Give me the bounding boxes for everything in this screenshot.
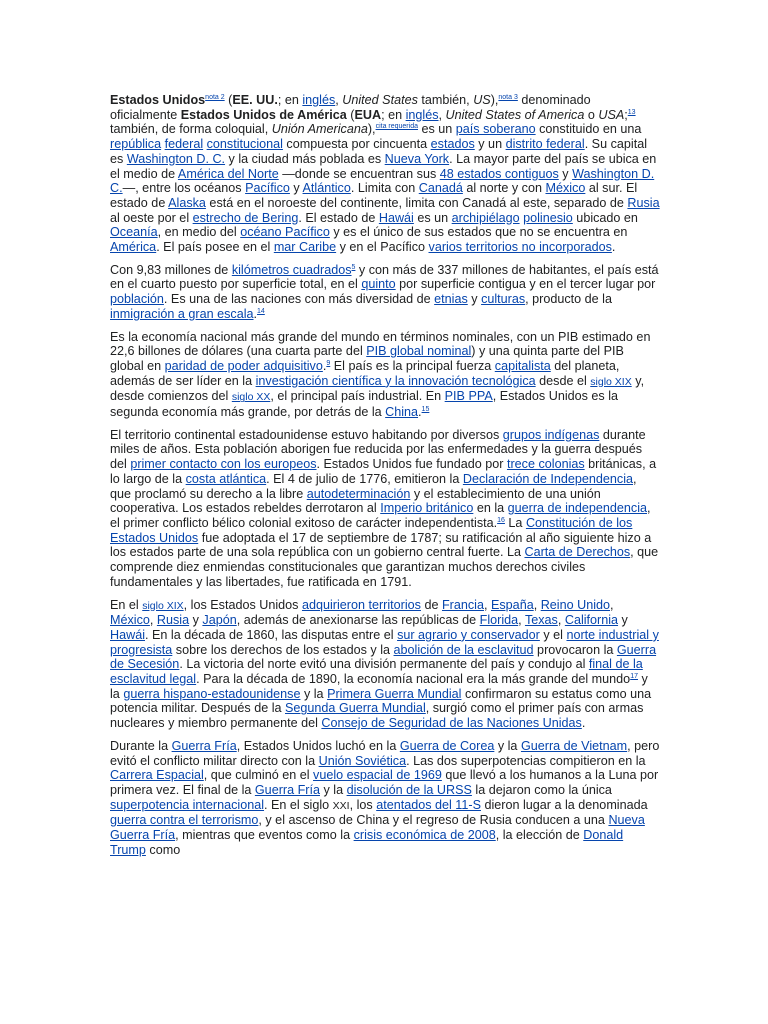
- body-text: . El 4 de julio de 1776, emitieron la: [266, 471, 463, 486]
- wiki-link-donald-trump[interactable]: Donald Trump: [110, 828, 624, 857]
- body-text: . La mayor parte del país se ubica en el medio de: [110, 151, 657, 181]
- wiki-link-48-estados-contiguos[interactable]: 48 estados contiguos: [439, 166, 559, 181]
- body-text: y, desde comienzos del: [110, 373, 645, 404]
- body-text: dieron lugar a la denominada: [480, 797, 648, 812]
- body-text: ,: [533, 597, 541, 612]
- wiki-link-estados[interactable]: estados: [430, 137, 475, 152]
- wiki-link-francia[interactable]: Francia: [441, 597, 484, 612]
- wiki-link-guerra-fria[interactable]: Guerra Fría: [254, 782, 320, 797]
- body-text: desde el: [535, 373, 591, 388]
- body-text: fue adoptada el 17 de septiembre de 1787; su ratificación al año siguiente hizo a los estados parte de una sola república con un gobierno central fuerte. La: [110, 530, 652, 560]
- body-text: ubicado en: [572, 210, 638, 225]
- body-text: es un: [417, 122, 456, 137]
- body-text: ),: [490, 93, 499, 107]
- body-text: y: [558, 166, 573, 181]
- wiki-link-republica[interactable]: república: [110, 137, 162, 152]
- body-text: , los: [349, 797, 377, 812]
- wiki-link-polinesio[interactable]: polinesio: [523, 210, 573, 225]
- body-text: y la: [494, 738, 521, 753]
- body-text: . Para la década de 1890, la economía nacional era la más grande del mundo: [196, 672, 631, 687]
- wiki-link-pib-global-nominal[interactable]: PIB global nominal: [366, 344, 472, 359]
- wiki-link-siglo-xix[interactable]: siglo XIX: [590, 375, 632, 388]
- body-text: compuesta por cincuenta: [282, 137, 431, 152]
- body-text: Es la economía nacional más grande del mundo en términos nominales, con un PIB estimado en 22,6 billones de dólares (una cuarta parte del: [110, 329, 651, 359]
- wiki-link-guerra-de-independencia[interactable]: guerra de independencia: [507, 501, 647, 516]
- body-text: . La victoria del norte evitó una división permanente del país y condujo al: [179, 657, 589, 672]
- wiki-link-atentados-del-11-s[interactable]: atentados del 11-S: [376, 797, 481, 812]
- citation-link[interactable]: 15: [421, 406, 430, 414]
- italic-term: US: [473, 93, 491, 107]
- citation-ref[interactable]: [205, 94, 224, 101]
- body-text: ) y una quinta parte del PIB global en: [110, 344, 624, 373]
- article-paragraph: [110, 263, 660, 322]
- body-text: que llevó a los humanos a la Luna por primera vez. El final de la: [110, 768, 659, 797]
- body-text: la dejaron como la única: [471, 782, 612, 797]
- body-text: ,: [149, 613, 157, 628]
- citation-ref[interactable]: [497, 517, 505, 524]
- wiki-link-hawai[interactable]: Hawái: [378, 210, 414, 225]
- wiki-link-primer-contacto-con-los-europeos[interactable]: primer contacto con los europeos: [130, 457, 317, 472]
- article-paragraph: [110, 598, 660, 731]
- body-text: ,: [557, 613, 565, 628]
- body-text: , producto de la: [525, 292, 612, 307]
- wiki-link-abolicion-de-la-esclavitud[interactable]: abolición de la esclavitud: [393, 642, 534, 657]
- citation-ref[interactable]: [422, 406, 430, 413]
- body-text: , la elección de: [495, 828, 584, 843]
- body-text: ,: [483, 597, 491, 612]
- body-text: británicas, a lo largo de la: [110, 457, 657, 486]
- wiki-link-constitucion-de-los-estados-unidos[interactable]: Constitución de los Estados Unidos: [110, 515, 633, 545]
- body-text: y el: [539, 627, 567, 642]
- body-text: , en medio del: [157, 225, 241, 240]
- body-text: del planeta, además de ser líder en la: [110, 358, 620, 388]
- citation-link[interactable]: 14: [257, 307, 265, 315]
- wiki-link-pacifico[interactable]: Pacífico: [245, 181, 290, 196]
- body-text: de: [420, 597, 442, 612]
- wiki-link-alaska[interactable]: Alaska: [168, 195, 206, 210]
- body-text: , surgió como el primer país con armas nucleares y miembro permanente del: [110, 701, 644, 731]
- body-text: . Su capital es: [110, 137, 647, 166]
- body-text: . En la década de 1860, las disputas entre el: [145, 627, 398, 642]
- wiki-link-rusia[interactable]: Rusia: [156, 613, 190, 628]
- wiki-link-distrito-federal[interactable]: distrito federal: [505, 137, 585, 152]
- wiki-link-trece-colonias[interactable]: trece colonias: [506, 457, 585, 472]
- body-text: y la: [319, 782, 347, 797]
- wiki-link-final-de-la-esclavitud-legal[interactable]: final de la esclavitud legal: [110, 657, 643, 687]
- wiki-link-washington-d-c[interactable]: Washington D. C.: [110, 166, 655, 196]
- body-text: sobre los derechos de los estados y la: [172, 642, 394, 657]
- body-text: y en el Pacífico: [336, 240, 429, 255]
- wiki-link-constitucional[interactable]: constitucional: [206, 137, 283, 152]
- body-text: ; en: [277, 93, 303, 107]
- body-text: , Estados Unidos es la segunda economía más grande, por detrás de la: [110, 389, 619, 420]
- wiki-link-segunda-guerra-mundial[interactable]: Segunda Guerra Mundial: [285, 701, 426, 716]
- body-text: (: [224, 93, 233, 107]
- body-text: y: [289, 181, 303, 196]
- body-text: —, entre los océanos: [122, 181, 246, 196]
- body-text: , que culminó en el: [203, 768, 314, 783]
- wiki-link-carrera-espacial[interactable]: Carrera Espacial: [110, 768, 204, 783]
- wiki-link-guerra-hispano-estadounidense[interactable]: guerra hispano-estadounidense: [123, 686, 301, 701]
- wiki-link-quinto[interactable]: quinto: [361, 277, 396, 292]
- wiki-link-culturas[interactable]: culturas: [481, 292, 526, 307]
- body-text: y un: [474, 137, 506, 152]
- wiki-link-consejo-de-seguridad-de-las-naciones-unidas[interactable]: Consejo de Seguridad de las Naciones Unidas: [321, 716, 582, 731]
- body-text: . Las dos superpotencias compitieron en la: [406, 753, 646, 768]
- body-text: .: [253, 306, 258, 321]
- wiki-link-mexico[interactable]: México: [110, 613, 150, 628]
- wiki-link-reino-unido[interactable]: Reino Unido: [540, 597, 611, 612]
- wiki-link-adquirieron-territorios[interactable]: adquirieron territorios: [301, 597, 421, 612]
- wiki-link-costa-atlantica[interactable]: costa atlántica: [185, 471, 267, 486]
- wiki-link-estrecho-de-bering[interactable]: estrecho de Bering: [192, 210, 299, 225]
- body-text: El país es la principal fuerza: [330, 358, 495, 373]
- wiki-link-mar-caribe[interactable]: mar Caribe: [273, 240, 337, 255]
- body-text: ,: [518, 613, 525, 628]
- wiki-link-hawai[interactable]: Hawái: [110, 627, 145, 642]
- wiki-link-primera-guerra-mundial[interactable]: Primera Guerra Mundial: [327, 686, 462, 701]
- bold-term: EUA: [354, 107, 382, 122]
- citation-ref[interactable]: [376, 123, 418, 130]
- body-text: denominado oficialmente: [110, 93, 591, 122]
- wiki-link-kilometros-cuadrados[interactable]: kilómetros cuadrados: [231, 262, 352, 277]
- wiki-link-ingles[interactable]: inglés: [302, 93, 336, 107]
- wiki-link-pais-soberano[interactable]: país soberano: [455, 122, 536, 137]
- body-text: como: [145, 842, 181, 857]
- wiki-link-vuelo-espacial-de-1969[interactable]: vuelo espacial de 1969: [313, 768, 442, 783]
- body-text: y es el único de sus estados que no se encuentra en: [329, 225, 628, 240]
- citation-ref[interactable]: [257, 308, 265, 315]
- wiki-link-texas[interactable]: Texas: [524, 613, 558, 628]
- wiki-link-guerra-de-secesion[interactable]: Guerra de Secesión: [110, 642, 657, 672]
- body-text: y el establecimiento de una unión cooperativa. Los estados rebeldes derrotaron al: [110, 486, 601, 516]
- citation-link[interactable]: 16: [497, 516, 505, 524]
- citation-link[interactable]: 5: [351, 263, 356, 271]
- wiki-link-nueva-guerra-fria[interactable]: Nueva Guerra Fría: [110, 813, 645, 843]
- wiki-link-guerra-fria[interactable]: Guerra Fría: [171, 738, 237, 753]
- bold-term: Estados Unidos: [110, 93, 206, 107]
- body-text: ),: [367, 122, 376, 137]
- body-text: también,: [417, 93, 474, 107]
- body-text: o: [584, 107, 599, 122]
- wiki-link-superpotencia-internacional[interactable]: superpotencia internacional: [110, 797, 265, 812]
- article-paragraph: [110, 330, 660, 420]
- wiki-link-espana[interactable]: España: [490, 597, 534, 612]
- body-text: .: [418, 405, 422, 420]
- wiki-link-nueva-york[interactable]: Nueva York: [384, 151, 450, 166]
- bold-term: Estados Unidos de América: [180, 107, 347, 122]
- body-text: al norte y con: [462, 181, 546, 196]
- article-paragraph: [110, 739, 660, 858]
- body-text: . El país posee en el: [156, 240, 274, 255]
- body-text: , que comprende diez enmiendas constitucionales que garantizan muchos derechos civiles fundamentales y las libertades, fue ratificada en 1791.: [110, 545, 659, 589]
- body-text: Con 9,83 millones de: [110, 262, 232, 277]
- wiki-link-poblacion[interactable]: población: [110, 292, 164, 307]
- article-paragraph: [110, 93, 660, 255]
- wiki-link-siglo-xx[interactable]: siglo XX: [231, 391, 271, 404]
- wiki-link-washington-d-c[interactable]: Washington D. C.: [126, 151, 226, 166]
- wiki-link-canada[interactable]: Canadá: [418, 181, 463, 196]
- wiki-link-rusia[interactable]: Rusia: [627, 195, 660, 210]
- wiki-link-capitalista[interactable]: capitalista: [494, 358, 551, 373]
- body-text: también, de forma coloquial,: [110, 122, 272, 137]
- italic-term: USA: [598, 107, 625, 122]
- body-text: . Estados Unidos fue fundado por: [316, 457, 507, 472]
- body-text: y con más de 337 millones de habitantes, el país está en el cuarto puesto por superficie total, en el: [110, 262, 659, 292]
- body-text: , los Estados Unidos: [183, 597, 302, 612]
- citation-link[interactable]: 9: [326, 359, 331, 367]
- body-text: ,: [610, 597, 614, 612]
- wiki-link-federal[interactable]: federal: [164, 137, 204, 152]
- body-text: XXI: [332, 799, 350, 812]
- wiki-link-japon[interactable]: Japón: [202, 613, 237, 628]
- citation-link[interactable]: nota 3: [498, 94, 518, 101]
- wiki-link-inmigracion-a-gran-escala[interactable]: inmigración a gran escala: [110, 306, 254, 321]
- body-text: y la: [300, 686, 328, 701]
- wiki-link-norte-industrial-y-progresista[interactable]: norte industrial y progresista: [110, 627, 659, 657]
- body-text: y: [618, 613, 628, 628]
- citation-link[interactable]: cita requerida: [375, 123, 418, 131]
- body-text: . Es una de las naciones con más diversidad de: [163, 292, 435, 307]
- body-text: durante miles de años. Esta población aborigen fue reducida por las enfermedades y la guerra después del: [110, 427, 646, 472]
- wiki-link-declaracion-de-independencia[interactable]: Declaración de Independencia: [462, 471, 634, 486]
- bold-term: EE. UU.: [232, 93, 278, 107]
- wiki-link-mexico[interactable]: México: [545, 181, 586, 196]
- wiki-link-florida[interactable]: Florida: [479, 613, 519, 628]
- body-text: provocaron la: [533, 642, 617, 657]
- wiki-link-america-del-norte[interactable]: América del Norte: [177, 166, 279, 181]
- body-text: al sur. El estado de: [110, 181, 638, 210]
- italic-term: United States of America: [445, 107, 585, 122]
- body-text: al oeste por el: [110, 210, 193, 225]
- body-text: . El estado de: [298, 210, 379, 225]
- body-text: . En el siglo: [264, 797, 333, 812]
- body-text: y: [189, 613, 203, 628]
- citation-ref[interactable]: [628, 109, 636, 116]
- body-text: , Estados Unidos luchó en la: [236, 738, 400, 753]
- body-text: es un: [413, 210, 452, 225]
- wiki-link-guerra-de-corea[interactable]: Guerra de Corea: [399, 738, 495, 753]
- body-text: , que proclamó su derecho a la libre: [110, 471, 637, 501]
- body-text: (: [346, 107, 355, 122]
- wiki-link-etnias[interactable]: etnias: [434, 292, 468, 307]
- body-text: , pero evitó el conflicto militar directo con la: [110, 738, 660, 768]
- article-paragraph: [110, 428, 660, 590]
- body-text: .: [322, 358, 327, 373]
- body-text: . Limita con: [350, 181, 419, 196]
- body-text: y la ciudad más poblada es: [225, 151, 385, 166]
- body-text: está en el noroeste del continente, limita con Canadá al este, separado de: [205, 195, 628, 210]
- wiki-link-investigacion-cientifica-y-la-innovacion-tecnologica[interactable]: investigación científica y la innovación tecnológica: [255, 373, 536, 388]
- body-text: .: [581, 716, 586, 731]
- body-text: y: [467, 292, 482, 307]
- wiki-link-ingles[interactable]: inglés: [405, 107, 439, 122]
- wiki-link-carta-de-derechos[interactable]: Carta de Derechos: [524, 545, 631, 560]
- citation-link[interactable]: 17: [630, 673, 638, 681]
- wiki-link-crisis-economica-de-2008[interactable]: crisis económica de 2008: [353, 828, 496, 843]
- body-text: ,: [335, 93, 343, 107]
- body-text: , además de anexionarse las repúblicas de: [236, 613, 480, 628]
- wiki-link-china[interactable]: China: [385, 405, 419, 420]
- wiki-link-archipielago[interactable]: archipiélago: [451, 210, 520, 225]
- body-text: confirmaron su estatus como una potencia militar. Después de la: [110, 686, 652, 716]
- wiki-link-pib-ppa[interactable]: PIB PPA: [444, 389, 493, 404]
- body-text: , el primer conflicto bélico colonial exitoso de carácter independentista.: [110, 501, 651, 530]
- citation-link[interactable]: 13: [627, 108, 636, 116]
- body-text: constituido en una: [535, 122, 642, 137]
- wiki-link-guerra-contra-el-terrorismo[interactable]: guerra contra el terrorismo: [110, 813, 259, 828]
- wiki-link-varios-territorios-no-incorporados[interactable]: varios territorios no incorporados: [428, 240, 612, 255]
- body-text: .: [611, 240, 616, 255]
- wiki-link-disolucion-de-la-urss[interactable]: disolución de la URSS: [346, 782, 472, 797]
- body-text: en la: [473, 501, 508, 516]
- italic-term: United States: [342, 93, 418, 107]
- body-text: En el: [110, 597, 143, 612]
- body-text: Durante la: [110, 738, 172, 753]
- wiki-link-siglo-xix[interactable]: siglo XIX: [142, 599, 184, 612]
- citation-ref[interactable]: [498, 94, 517, 101]
- body-text: , y el ascenso de China y el regreso de Rusia conducen a una: [258, 813, 609, 828]
- body-text: por superficie contigua y en el tercer lugar por: [395, 277, 656, 292]
- wiki-link-paridad-de-poder-adquisitivo[interactable]: paridad de poder adquisitivo: [164, 358, 323, 373]
- wiki-link-guerra-de-vietnam[interactable]: Guerra de Vietnam: [520, 738, 628, 753]
- wiki-link-america[interactable]: América: [110, 240, 157, 255]
- italic-term: Unión Americana: [271, 122, 368, 137]
- body-text: ; en: [381, 107, 406, 122]
- citation-ref[interactable]: [630, 673, 638, 680]
- body-text: , el principal país industrial. En: [270, 389, 445, 404]
- body-text: ;: [624, 107, 628, 122]
- wiki-link-california[interactable]: California: [564, 613, 619, 628]
- wiki-link-imperio-britanico[interactable]: Imperio británico: [380, 501, 474, 516]
- body-text: —donde se encuentran sus: [278, 166, 440, 181]
- citation-link[interactable]: nota 2: [205, 94, 225, 101]
- wiki-link-oceania[interactable]: Oceanía: [110, 225, 158, 240]
- wiki-link-atlantico[interactable]: Atlántico: [302, 181, 351, 196]
- article-body: [110, 93, 660, 865]
- wiki-link-sur-agrario-y-conservador[interactable]: sur agrario y conservador: [397, 627, 540, 642]
- body-text: , mientras que eventos como la: [175, 828, 354, 843]
- wiki-link-autodeterminacion[interactable]: autodeterminación: [306, 486, 411, 501]
- body-text: El territorio continental estadounidense estuvo habitando por diversos: [110, 427, 503, 442]
- body-text: ,: [438, 107, 446, 122]
- wiki-link-grupos-indigenas[interactable]: grupos indígenas: [502, 427, 600, 442]
- body-text: La: [504, 515, 526, 530]
- body-text: y la: [110, 672, 648, 701]
- wiki-link-union-sovietica[interactable]: Unión Soviética: [318, 753, 407, 768]
- wiki-link-oceano-pacifico[interactable]: océano Pacífico: [240, 225, 330, 240]
